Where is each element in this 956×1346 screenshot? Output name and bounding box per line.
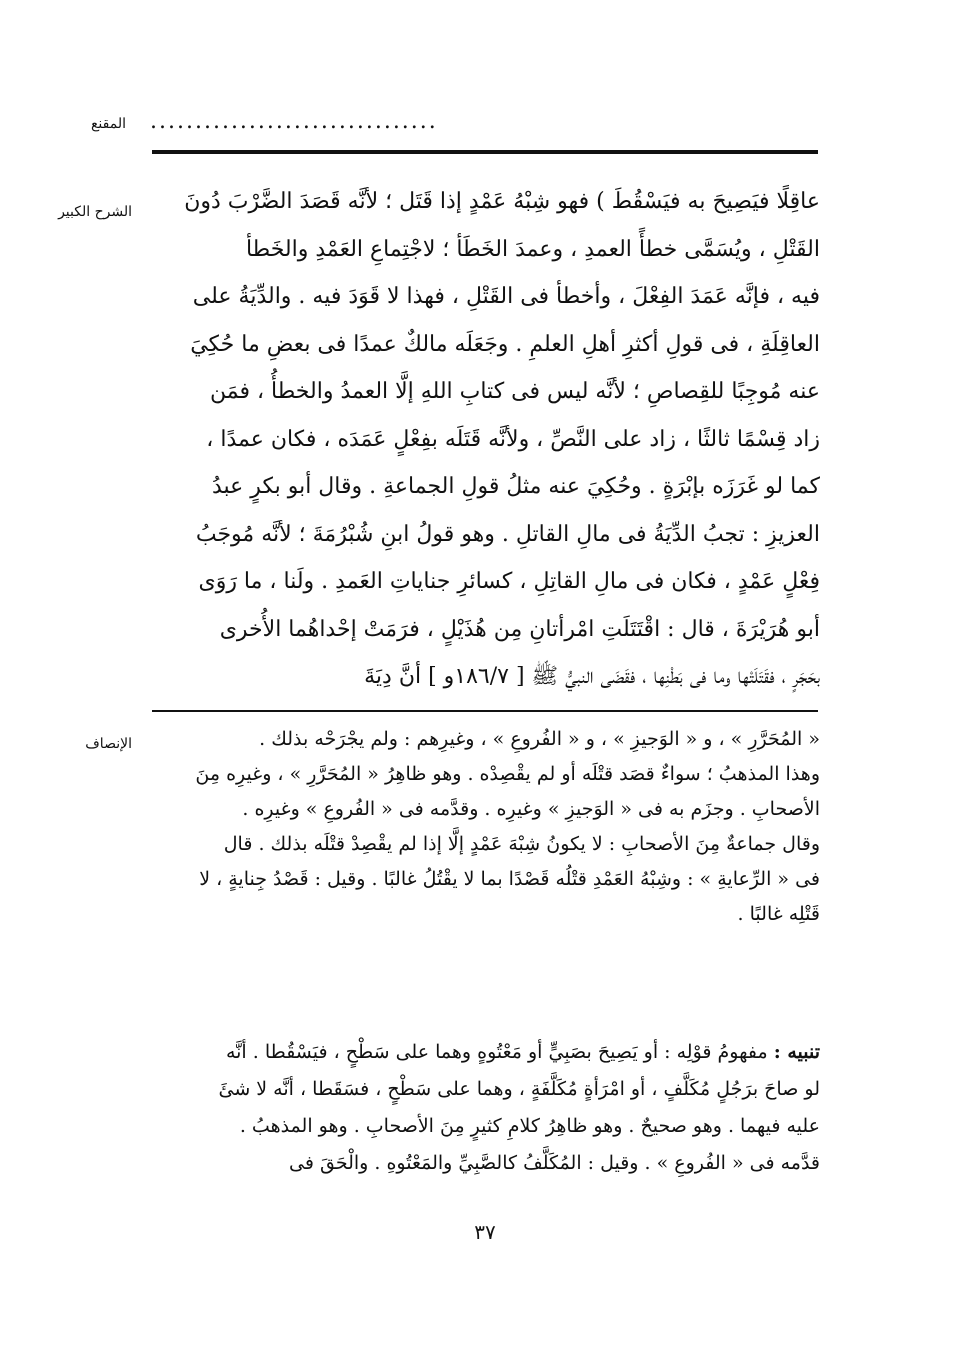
main-line: بحَجَرٍ ، فقَتَلَتْها وما فى بَطْنِها ، فقَضَى النبيُّ ﷺ [ ١٨٦/٧و ] أنَّ دِيَةَ: [364, 664, 820, 689]
header-dot-leader: ................................: [150, 109, 438, 134]
insaf-line: الأصحابِ . وجزَم به فى « الوَجيزِ » وغيرِه . وقدَّمه فى « الفُروعِ » وغيرِه .: [242, 798, 820, 820]
insaf-line: قَتْلِه غالبًا .: [737, 903, 820, 925]
sharh-kabir-label: الشرح الكبير: [58, 204, 132, 220]
main-commentary-text: [152, 178, 820, 701]
tanbih-first-line-text: مفهومُ قوْلِه : أو يَصِيحَ بصَبِيٍّ أو مَعْتُوهٍ وهما على سَطْحٍ ، فيَسْقُطا . أنَّه: [225, 1041, 774, 1063]
insaf-text: [152, 722, 820, 932]
main-line: أبو هُرَيْرَةَ ، قال : اقْتَتَلَتِ امْرأتانِ مِن هُذَيْلٍ ، فرَمَتْ إحْداهُما الأُخرى: [219, 616, 820, 642]
main-line: القَتْلِ ، ويُسَمَّى خطأً العمدِ ، وعمدَ الخَطَأ ؛ لاجْتِماعِ العَمْدِ والخَطأ: [245, 236, 820, 262]
insaf-line: « المُحَرَّرِ » ، و « الوَجيزِ » ، و « الفُروعِ » ، وغيرِهم : ولم يجْرَحْه بذلك .: [259, 728, 820, 750]
main-line: فِعْلٍ عَمْدٍ ، فكان فى مالِ القاتِلِ ، كسائرِ جناياتِ العَمدِ . ولَنا ، ما رَوَى: [198, 569, 820, 594]
insaf-line: وقال جماعةٌ مِنَ الأصحابِ : لا يكونُ شِبْهَ عَمْدٍ إلَّا إذا لم يقْصِدْ قتْلَه بذلك . قال: [223, 833, 820, 855]
insaf-line: فى « الرِّعايةِ » : وشِبْهُ العَمْدِ قتْلُه قَصْدًا بما لا يقْتُلُ غالبًا . وقيل : قَصْدُ جِنايةٍ ، لا: [199, 868, 820, 890]
tanbih-line: قدَّمه فى « الفُروعِ » . وقيل : المُكَلَّفُ كالصَّبِيِّ والمَعْتُوهِ . والْحَقَ فى: [289, 1152, 820, 1174]
main-line: كما لو غَرَزَه بإبْرَةٍ . وحُكِيَ عنه مثلُ قولِ الجماعةِ . وقال أبو بكرٍ عبدُ: [212, 474, 820, 499]
insaf-line: وهذا المذهبُ ؛ سواءٌ قصَد قتْلَه أو لم يقْصِدْه . وهو ظاهِرُ « المُحَرَّرِ » ، وغيرِه مِنَ: [195, 763, 820, 785]
tanbih-note: [152, 1034, 820, 1182]
tanbih-line: عليه فيهما . وهو صحيحٌ . وهو ظاهِرُ كلامِ كثيرٍ مِنَ الأصحابِ . وهو المذهبُ .: [239, 1115, 820, 1137]
main-line: عاقِلًا فيَصِيحَ به فيَسْقُطَ ) فهو شِبْهُ عَمْدٍ إذا قَتَل ؛ لأنَّه قَصَدَ الضَّرْبَ دُونَ: [184, 189, 820, 214]
running-header-title: المقنع: [90, 116, 126, 132]
header-rule: [152, 150, 818, 154]
tanbih-line: لو صاحَ برَجُلٍ مُكَلَّفٍ ، أو امْرَأةٍ مُكَلَّفَةٍ ، وهما على سَطْحٍ ، فسَقَطا ، أنَّه لا شئَ: [218, 1078, 820, 1100]
main-line: فيه ، فإنَّه عَمَدَ الفِعْلَ ، وأخطأ فى القَتْلِ ، فهذا لا قَوَدَ فيه . والدِّيَةُ على: [192, 284, 820, 309]
page-number: ٣٧: [474, 1220, 496, 1244]
insaf-label: الإنصاف: [85, 736, 132, 752]
main-line: عنه مُوجِبًا للقِصاصِ ؛ لأنَّه ليس فى كتابِ اللهِ إلَّا العمدُ والخطأُ ، فمَن: [209, 379, 820, 404]
tanbih-first-line: [152, 1034, 820, 1071]
tanbih-heading: تنبيه :: [773, 1041, 820, 1063]
main-line: العاقِلَةِ ، فى قولِ أكثرِ أهلِ العلمِ . وجَعَلَه مالكٌ عمدًا فى بعضِ ما حُكِيَ: [190, 331, 820, 357]
section-divider: [152, 710, 818, 712]
main-line: زاد قِسْمًا ثالثًا ، زاد على النَّصِّ ، ولأنَّه قَتَلَه بفِعْلٍ عَمَدَه ، فكان عمدًا ،: [206, 426, 820, 452]
main-line: العزيزِ : تجبُ الدِّيَةُ فى مالِ القاتلِ . وهو قولُ ابنِ شُبْرُمَةَ ؛ لأنَّه مُوجَبُ: [195, 521, 820, 547]
